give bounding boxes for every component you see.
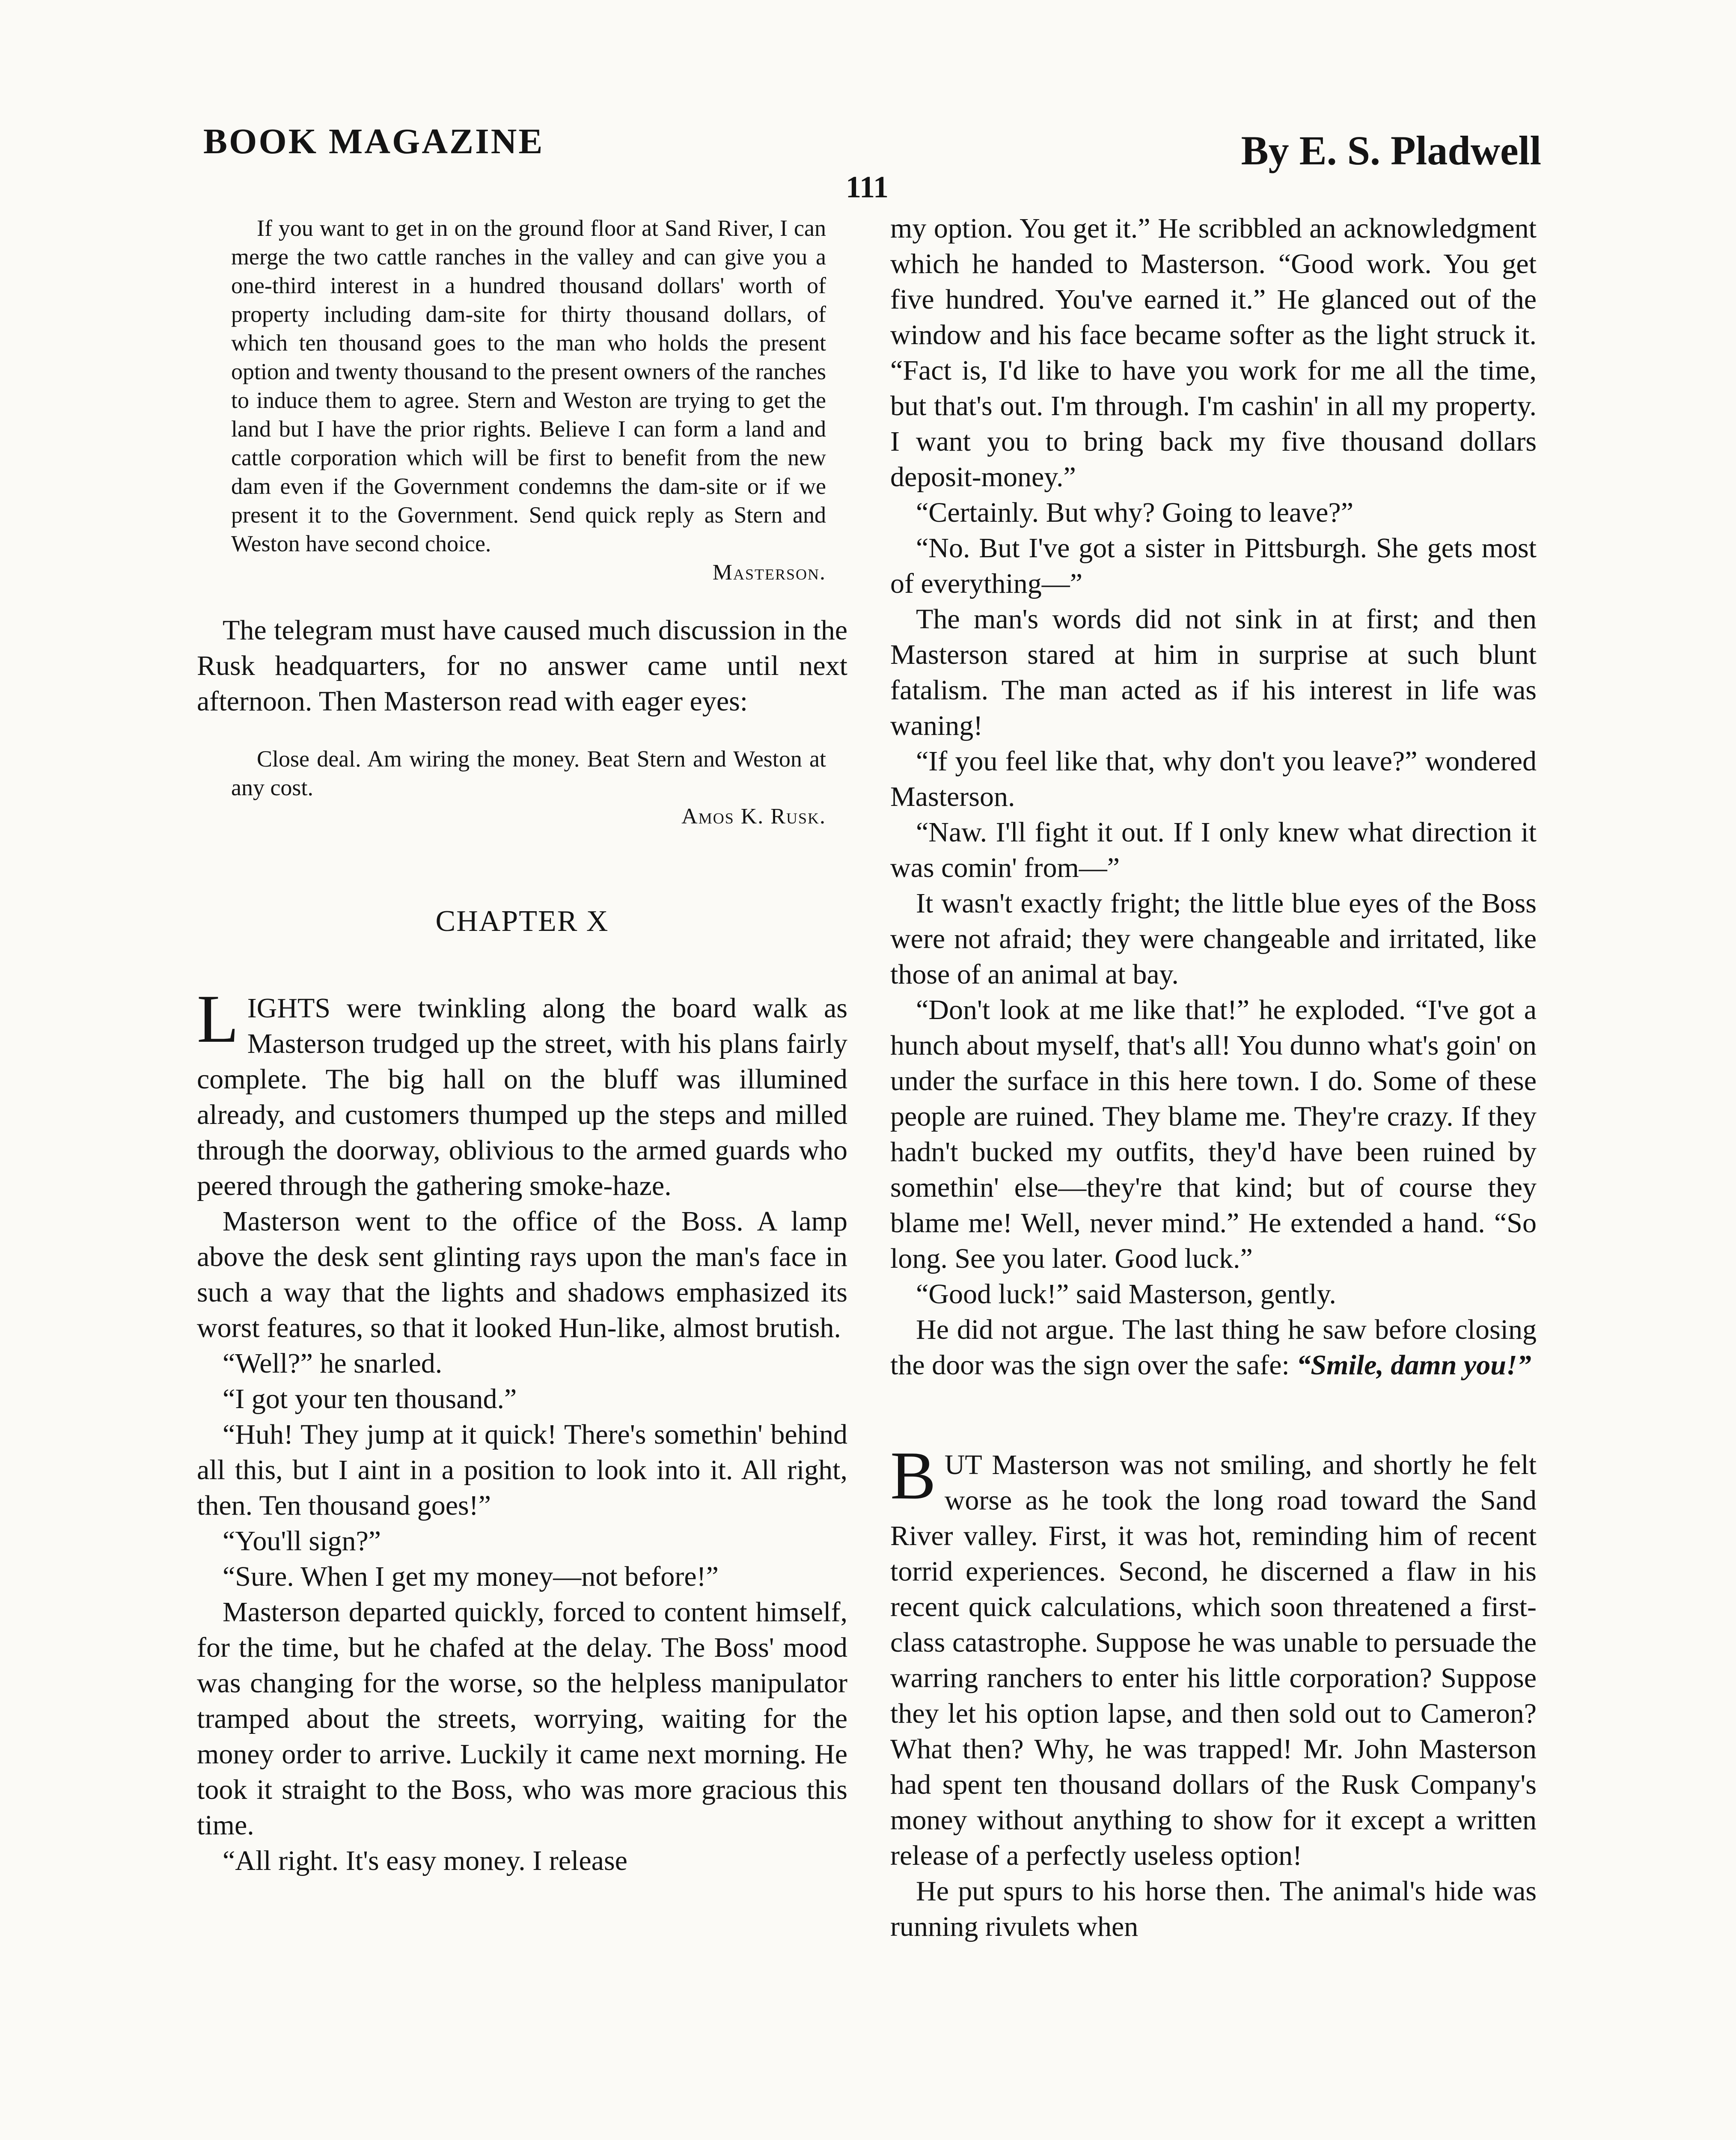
telegram-signature: Amos K. Rusk. <box>681 804 826 829</box>
left-column <box>197 214 847 2140</box>
telegram-signature: Masterson. <box>712 560 826 585</box>
paragraph: The man's words did not sink in at first; and then Masterson stared at him in surprise at such blunt fatalism. The man acted as if his interest in life was waning! <box>890 603 1537 741</box>
paragraph <box>197 981 847 1204</box>
paragraph: “I got your ten thousand.” <box>223 1383 517 1415</box>
paragraph-text: He did not argue. The last thing he saw before closing the door was the sign over the safe: <box>890 1314 1537 1381</box>
paragraph: “Certainly. But why? Going to leave?” <box>916 497 1354 528</box>
safe-sign-motto: “Smile, damn you!” <box>1296 1349 1531 1381</box>
paragraph: “No. But I've got a sister in Pittsburgh. She gets most of everything—” <box>890 532 1537 599</box>
paragraph: “Don't look at me like that!” he exploded. “I've got a hunch about myself, that's all! You dunno what's goin' on under the surface in this here town. I do. Some of these people are ruined. They blame me. They're crazy. If they hadn't bucked my outfits, they'd have been ruined by somethin' else—they're that kind; but of course they blame me! Well, never mind.” He extended a hand. “So long. See you later. Good luck.” <box>890 994 1537 1274</box>
paragraph: “Huh! They jump at it quick! There's somethin' behind all this, but I aint in a position to look into it. All right, then. Ten thousand goes!” <box>197 1419 847 1521</box>
paragraph: “You'll sign?” <box>223 1525 381 1557</box>
paragraph-text: UT Masterson was not smiling, and shortly he felt worse as he took the long road toward the Sand River valley. First, it was hot, reminding him of recent torrid experiences. Second, he discerned a flaw in his recent quick calculations, which soon threatened a first-class catastrophe. Suppose he was unable to persuade the warring ranchers to enter his little corporation? Suppose they let his option lapse, and then sold out to Cameron? What then? Why, he was trapped! Mr. John Masterson had spent ten thousand dollars of the Rusk Company's money without anything to show for it except a written release of a perfectly useless option! <box>890 1449 1537 1871</box>
paragraph <box>890 1312 1537 1383</box>
telegram-masterson <box>231 214 826 587</box>
paragraph: “Good luck!” said Masterson, gently. <box>916 1278 1336 1310</box>
paragraph: “All right. It's easy money. I release <box>223 1845 627 1876</box>
paragraph: He put spurs to his horse then. The animal's hide was running rivulets when <box>890 1875 1537 1942</box>
paragraph: “Naw. I'll fight it out. If I only knew what direction it was comin' from—” <box>890 817 1537 883</box>
paragraph: “Well?” he snarled. <box>223 1348 443 1379</box>
drop-cap: L <box>197 981 239 1057</box>
paragraph: It wasn't exactly fright; the little blue eyes of the Boss were not afraid; they were changeable and irritated, like those of an animal at bay. <box>890 888 1537 990</box>
magazine-title: BOOK MAGAZINE <box>203 122 544 161</box>
paragraph: Masterson departed quickly, forced to content himself, for the time, but he chafed at the delay. The Boss' mood was changing for the worse, so the helpless manipulator tramped about the streets, worrying, waiting for the money order to arrive. Luckily it came next morning. He took it straight to the Boss, who was more gracious this time. <box>197 1596 847 1841</box>
paragraph: my option. You get it.” He scribbled an acknowledgment which he handed to Masterson. “Good work. You get five hundred. You've earned it.” He glanced out of the window and his face became softer as the light struck it. “Fact is, I'd like to have you work for me all the time, but that's out. I'm through. I'm cashin' in all my property. I want you to bring back my five thousand dollars deposit-money.” <box>890 213 1537 493</box>
page-number: 111 <box>846 170 889 204</box>
paragraph: Masterson went to the office of the Boss. A lamp above the desk sent glinting rays upon the man's face in such a way that the lights and shadows emphasized its worst features, so that it looked Hun-like, almost brutish. <box>197 1206 847 1343</box>
right-column <box>890 211 1537 2140</box>
telegram-rusk <box>231 745 826 831</box>
chapter-heading: CHAPTER X <box>435 905 609 938</box>
telegram-body: Close deal. Am wiring the money. Beat Stern and Weston at any cost. <box>231 746 826 800</box>
paragraph: “If you feel like that, why don't you leave?” wondered Masterson. <box>890 746 1537 812</box>
paragraph <box>890 1437 1537 1873</box>
telegram-body: If you want to get in on the ground floor at Sand River, I can merge the two cattle ranches in the valley and can give you a one-third interest in a hundred thousand dollars' worth of property including dam-site for thirty thousand dollars, of which ten thousand goes to the man who holds the present option and twenty thousand to the present owners of the ranches to induce them to agree. Stern and Weston are trying to get the land but I have the prior rights. Believe I can form a land and cattle corporation which will be first to benefit from the new dam even if the Government condemns the dam-site or if we present it to the Government. Send quick reply as Stern and Weston have second choice. <box>231 215 826 556</box>
paragraph-text: IGHTS were twinkling along the board walk as Masterson trudged up the street, with his plans fairly complete. The big hall on the bluff was illumined already, and customers thumped up the steps and milled through the doorway, oblivious to the armed guards who peered through the gathering smoke-haze. <box>197 993 847 1201</box>
drop-cap: B <box>890 1437 936 1513</box>
author-byline: By E. S. Pladwell <box>1241 128 1541 173</box>
paragraph: The telegram must have caused much discussion in the Rusk headquarters, for no answer came until next afternoon. Then Masterson read with eager eyes: <box>197 615 847 717</box>
paragraph: “Sure. When I get my money—not before!” <box>223 1561 719 1592</box>
